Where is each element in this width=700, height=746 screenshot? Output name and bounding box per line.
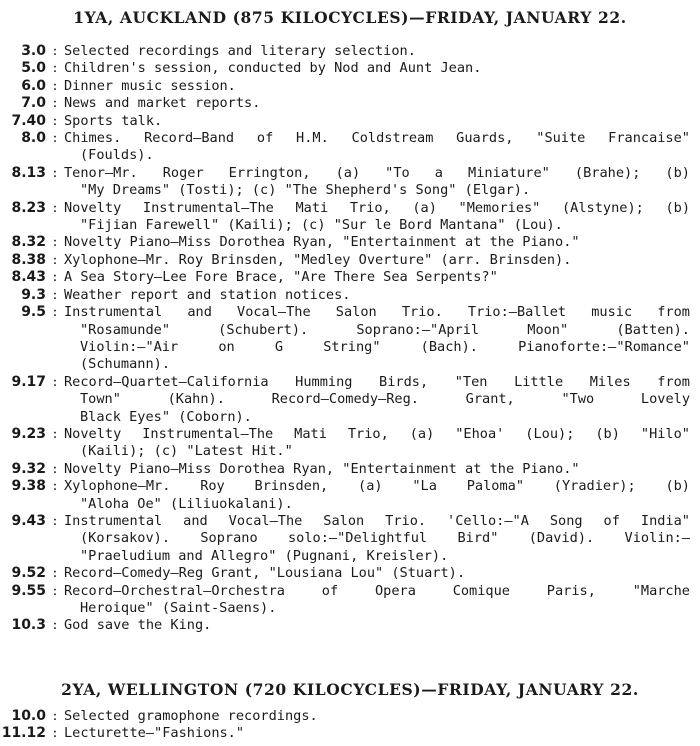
program-description xyxy=(64,708,690,725)
description-line: "Aloha Oe" (Liliuokalani). xyxy=(80,495,293,512)
program-time: 8.23 xyxy=(11,199,46,216)
description-line: Tenor—Mr. Roger Errington, (a) "To a Miniature" (Brahe); (b) xyxy=(64,164,690,181)
section-heading-1ya: 1YA, AUCKLAND (875 KILOCYCLES)—FRIDAY, JANUARY 22. xyxy=(73,8,627,27)
separator-colon: : xyxy=(52,304,58,321)
program-time: 10.0 xyxy=(11,708,46,724)
program-description xyxy=(64,252,690,269)
program-description xyxy=(64,513,690,565)
description-line: Instrumental and Vocal—The Salon Trio. 'Cello:—"A Song of India" xyxy=(64,512,690,529)
separator-colon: : xyxy=(52,234,58,251)
program-entry xyxy=(0,43,690,60)
description-line: Dinner music session. xyxy=(64,77,236,94)
description-line: Xylophone—Mr. Roy Brinsden, "Medley Overture" (arr. Brinsden). xyxy=(64,251,572,268)
separator-colon: : xyxy=(52,617,58,634)
description-line: News and market reports. xyxy=(64,95,261,112)
program-description xyxy=(64,583,690,618)
separator-colon: : xyxy=(52,478,58,495)
section-heading-2ya: 2YA, WELLINGTON (720 KILOCYCLES)—FRIDAY, JANUARY 22. xyxy=(61,680,639,699)
separator-colon: : xyxy=(52,425,58,442)
program-description xyxy=(64,130,690,165)
description-line: Weather report and station notices. xyxy=(64,286,351,303)
program-entry xyxy=(0,461,690,478)
description-line: Record—Comedy—Reg Grant, "Lousiana Lou" (Stuart). xyxy=(64,565,466,582)
program-entry xyxy=(0,269,690,286)
program-time: 9.43 xyxy=(11,512,46,529)
description-line: God save the King. xyxy=(64,617,212,634)
separator-colon: : xyxy=(52,512,58,529)
description-line: "Fijian Farewell" (Kaili); (c) "Sur le Bord Mantana" (Lou). xyxy=(80,217,563,234)
separator-colon: : xyxy=(52,43,58,59)
separator-colon: : xyxy=(52,269,58,286)
program-entry xyxy=(0,78,690,95)
program-entry xyxy=(0,513,690,565)
program-time: 7.0 xyxy=(21,95,46,112)
program-entry xyxy=(0,130,690,165)
description-line: Black Eyes" (Coborn). xyxy=(80,408,252,425)
program-time: 9.17 xyxy=(11,373,46,390)
program-time: 3.0 xyxy=(21,43,46,59)
program-description xyxy=(64,78,690,95)
separator-colon: : xyxy=(52,251,58,268)
program-description xyxy=(64,234,690,251)
program-description xyxy=(64,617,690,634)
separator-colon: : xyxy=(52,373,58,390)
program-entry xyxy=(0,583,690,618)
program-entry xyxy=(0,95,690,112)
separator-colon: : xyxy=(52,708,58,724)
description-line: (Korsakov). Soprano solo:—"Delightful Bird" (David). Violin:— xyxy=(80,530,690,547)
program-entry xyxy=(0,374,690,426)
separator-colon: : xyxy=(52,95,58,112)
separator-colon: : xyxy=(52,565,58,582)
program-time: 9.38 xyxy=(11,478,46,495)
program-list-1ya xyxy=(0,43,690,635)
separator-colon: : xyxy=(52,130,58,147)
program-entry xyxy=(0,708,690,725)
program-entry xyxy=(0,725,690,742)
description-line: Sports talk. xyxy=(64,112,163,129)
program-time: 6.0 xyxy=(21,77,46,94)
program-entry xyxy=(0,426,690,461)
description-line: "Praeludium and Allegro" (Pugnani, Kreisler). xyxy=(80,547,449,564)
program-description xyxy=(64,60,690,77)
description-line: Selected recordings and literary selection. xyxy=(64,43,416,59)
program-list-2ya xyxy=(0,708,690,743)
program-entry xyxy=(0,113,690,130)
description-line: (Schumann). xyxy=(80,356,171,373)
program-time: 8.0 xyxy=(21,130,46,147)
program-time: 9.23 xyxy=(11,425,46,442)
description-line: A Sea Story—Lee Fore Brace, "Are There Sea Serpents?" xyxy=(64,269,498,286)
description-line: Record—Orchestral—Orchestra of Opera Comique Paris, "Marche xyxy=(64,582,690,599)
separator-colon: : xyxy=(52,199,58,216)
description-line: Novelty Piano—Miss Dorothea Ryan, "Entertainment at the Piano." xyxy=(64,460,580,477)
program-time: 9.3 xyxy=(21,286,46,303)
program-time: 9.5 xyxy=(21,304,46,321)
program-description xyxy=(64,113,690,130)
program-entry xyxy=(0,165,690,200)
program-entry xyxy=(0,60,690,77)
separator-colon: : xyxy=(52,582,58,599)
separator-colon: : xyxy=(52,112,58,129)
program-description xyxy=(64,461,690,478)
program-entry xyxy=(0,617,690,634)
description-line: Violin:—"Air on G String" (Bach). Pianoforte:—"Romance" xyxy=(80,338,690,355)
program-description xyxy=(64,374,690,426)
description-line: Children's session, conducted by Nod and Aunt Jean. xyxy=(64,60,482,77)
description-line: (Foulds). xyxy=(80,147,154,164)
description-line: Lecturette—"Fashions." xyxy=(64,725,245,742)
program-description xyxy=(64,269,690,286)
program-time: 9.52 xyxy=(11,565,46,582)
description-line: Selected gramophone recordings. xyxy=(64,708,318,724)
program-entry xyxy=(0,234,690,251)
program-description xyxy=(64,478,690,513)
description-line: Novelty Instrumental—The Mati Trio, (a) "Memories" (Alstyne); (b) xyxy=(64,199,690,216)
program-entry xyxy=(0,252,690,269)
program-time: 9.32 xyxy=(11,460,46,477)
description-line: Novelty Piano—Miss Dorothea Ryan, "Entertainment at the Piano." xyxy=(64,234,580,251)
description-line: "Rosamunde" (Schubert). Soprano:—"April Moon" (Batten). xyxy=(80,321,690,338)
description-line: Heroique" (Saint-Saens). xyxy=(80,600,277,616)
description-line: Town" (Kahn). Record—Comedy—Reg. Grant, "Two Lovely xyxy=(80,391,690,408)
program-description xyxy=(64,725,690,742)
program-time: 8.43 xyxy=(11,269,46,286)
separator-colon: : xyxy=(52,286,58,303)
description-line: Instrumental and Vocal—The Salon Trio. Trio:—Ballet music from xyxy=(64,304,690,321)
program-time: 7.40 xyxy=(11,112,46,129)
program-time: 9.55 xyxy=(11,582,46,599)
program-entry xyxy=(0,478,690,513)
program-entry xyxy=(0,200,690,235)
program-description xyxy=(64,200,690,235)
program-time: 8.32 xyxy=(11,234,46,251)
program-description xyxy=(64,426,690,461)
program-description xyxy=(64,165,690,200)
program-time: 10.3 xyxy=(11,617,46,634)
program-entry xyxy=(0,304,690,374)
separator-colon: : xyxy=(52,164,58,181)
program-description xyxy=(64,43,690,60)
description-line: Xylophone—Mr. Roy Brinsden, (a) "La Paloma" (Yradier); (b) xyxy=(64,478,690,495)
separator-colon: : xyxy=(52,77,58,94)
program-entry xyxy=(0,565,690,582)
program-description xyxy=(64,287,690,304)
program-description xyxy=(64,95,690,112)
separator-colon: : xyxy=(52,725,58,742)
description-line: "My Dreams" (Tosti); (c) "The Shepherd's Song" (Elgar). xyxy=(80,182,531,199)
separator-colon: : xyxy=(52,60,58,77)
description-line: Novelty Instrumental—The Mati Trio, (a) "Ehoa' (Lou); (b) "Hilo" xyxy=(64,425,690,442)
description-line: Record—Quartet—California Humming Birds, "Ten Little Miles from xyxy=(64,373,690,390)
program-time: 11.12 xyxy=(1,725,46,742)
program-description xyxy=(64,565,690,582)
program-time: 5.0 xyxy=(21,60,46,77)
program-time: 8.38 xyxy=(11,251,46,268)
separator-colon: : xyxy=(52,460,58,477)
description-line: (Kaili); (c) "Latest Hit." xyxy=(80,443,293,460)
program-description xyxy=(64,304,690,374)
program-time: 8.13 xyxy=(11,164,46,181)
program-entry xyxy=(0,287,690,304)
description-line: Chimes. Record—Band of H.M. Coldstream Guards, "Suite Francaise" xyxy=(64,130,690,147)
